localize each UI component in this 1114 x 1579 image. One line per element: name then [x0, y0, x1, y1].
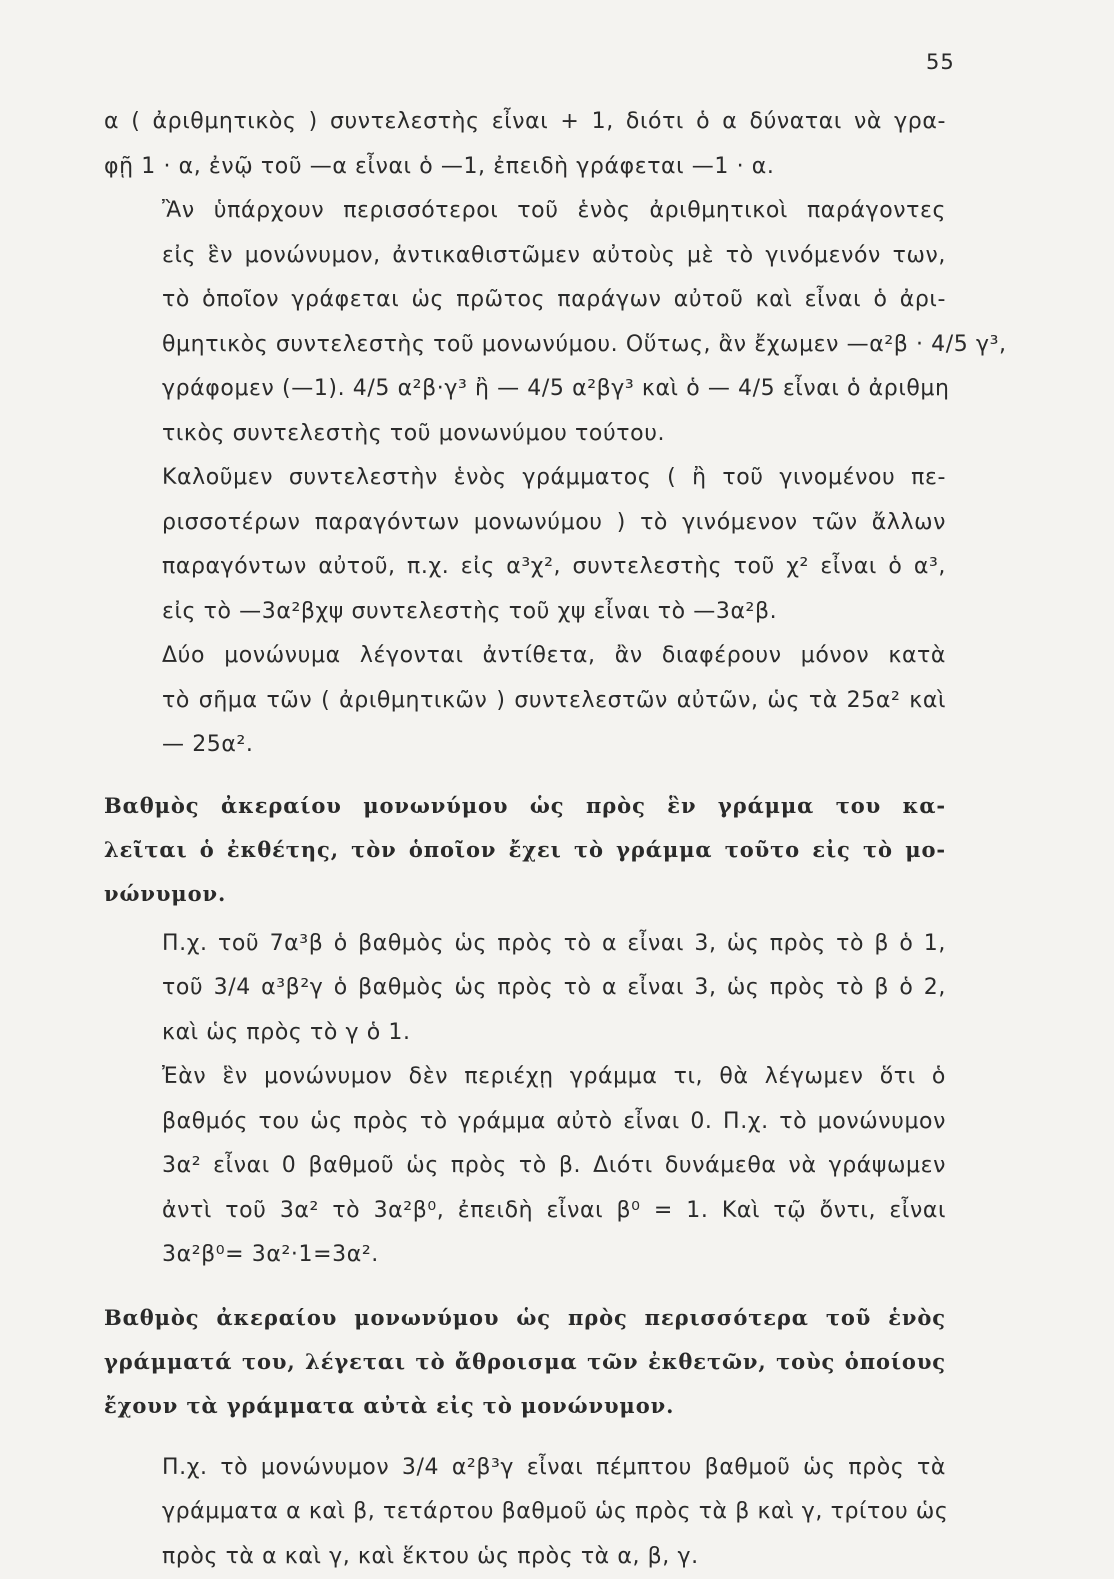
text-line: Ἐὰν ἓν μονώνυμον δὲν περιέχῃ γράμμα τι, θὰ λέγωμεν ὅτι ὁ [104, 1055, 946, 1100]
text-line: καὶ ὡς πρὸς τὸ γ ὁ 1. [104, 1011, 946, 1056]
text-line: εἰς τὸ —3α²βχψ συντελεστὴς τοῦ χψ εἶναι τὸ —3α²β. [104, 590, 946, 635]
text-line: παραγόντων αὐτοῦ, π.χ. εἰς α³χ², συντελεστὴς τοῦ χ² εἶναι ὁ α³, [104, 545, 946, 590]
text-line: Π.χ. τὸ μονώνυμον 3/4 α²β³γ εἶναι πέμπτου βαθμοῦ ὡς πρὸς τὰ [104, 1446, 946, 1491]
paragraph [104, 456, 946, 634]
page-number: 55 [926, 50, 955, 74]
text-line: τικὸς συντελεστὴς τοῦ μονωνύμου τούτου. [104, 412, 946, 457]
paragraph [104, 634, 946, 768]
text-line: Βαθμὸς ἀκεραίου μονωνύμου ὡς πρὸς περισσότερα τοῦ ἑνὸς [104, 1296, 946, 1340]
text-line: λεῖται ὁ ἐκθέτης, τὸν ὁποῖον ἔχει τὸ γράμμα τοῦτο εἰς τὸ μο- [104, 828, 946, 872]
text-line: ρισσοτέρων παραγόντων μονωνύμου ) τὸ γινόμενον τῶν ἄλλων [104, 501, 946, 546]
page-body [104, 100, 946, 1579]
text-line: Ἂν ὑπάρχουν περισσότεροι τοῦ ἑνὸς ἀριθμητικοὶ παράγοντες [104, 189, 946, 234]
text-line: πρὸς τὰ α καὶ γ, καὶ ἕκτου ὡς πρὸς τὰ α, β, γ. [104, 1535, 946, 1579]
text-line: α ( ἀριθμητικὸς ) συντελεστὴς εἶναι + 1, διότι ὁ α δύναται νὰ γρα- [104, 100, 946, 145]
text-line: γράφομεν (—1). 4/5 α²β·γ³ ἢ — 4/5 α²βγ³ καὶ ὁ — 4/5 εἶναι ὁ ἀριθμη [104, 367, 946, 412]
text-line: φῇ 1 · α, ἐνῷ τοῦ —α εἶναι ὁ —1, ἐπειδὴ γράφεται —1 · α. [104, 145, 946, 190]
text-line: βαθμός του ὡς πρὸς τὸ γράμμα αὐτὸ εἶναι 0. Π.χ. τὸ μονώνυμον [104, 1100, 946, 1145]
text-line: — 25α². [104, 723, 946, 768]
paragraph [104, 189, 946, 456]
paragraph [104, 1055, 946, 1278]
text-line: Π.χ. τοῦ 7α³β ὁ βαθμὸς ὡς πρὸς τὸ α εἶναι 3, ὡς πρὸς τὸ β ὁ 1, [104, 922, 946, 967]
text-line: εἰς ἓν μονώνυμον, ἀντικαθιστῶμεν αὐτοὺς μὲ τὸ γινόμενόν των, [104, 234, 946, 279]
text-line: θμητικὸς συντελεστὴς τοῦ μονωνύμου. Οὕτως, ἂν ἔχωμεν —α²β · 4/5 γ³, [104, 323, 946, 368]
text-line: γράμματα α καὶ β, τετάρτου βαθμοῦ ὡς πρὸς τὰ β καὶ γ, τρίτου ὡς [104, 1490, 946, 1535]
definition-bold [104, 1296, 946, 1428]
definition-bold [104, 784, 946, 916]
text-line: Δύο μονώνυμα λέγονται ἀντίθετα, ἂν διαφέρουν μόνον κατὰ [104, 634, 946, 679]
text-line: ἀντὶ τοῦ 3α² τὸ 3α²β⁰, ἐπειδὴ εἶναι β⁰ = 1. Καὶ τῷ ὄντι, εἶναι [104, 1189, 946, 1234]
text-line: ἔχουν τὰ γράμματα αὐτὰ εἰς τὸ μονώνυμον. [104, 1384, 946, 1428]
text-line: τοῦ 3/4 α³β²γ ὁ βαθμὸς ὡς πρὸς τὸ α εἶναι 3, ὡς πρὸς τὸ β ὁ 2, [104, 966, 946, 1011]
paragraph [104, 100, 946, 189]
text-line: Βαθμὸς ἀκεραίου μονωνύμου ὡς πρὸς ἓν γράμμα του κα- [104, 784, 946, 828]
text-line: Καλοῦμεν συντελεστὴν ἑνὸς γράμματος ( ἢ τοῦ γινομένου πε- [104, 456, 946, 501]
text-line: 3α²β⁰= 3α²·1=3α². [104, 1233, 946, 1278]
text-line: νώνυμον. [104, 872, 946, 916]
paragraph [104, 1446, 946, 1579]
paragraph [104, 922, 946, 1056]
text-line: τὸ σῆμα τῶν ( ἀριθμητικῶν ) συντελεστῶν αὐτῶν, ὡς τὰ 25α² καὶ [104, 679, 946, 724]
text-line: τὸ ὁποῖον γράφεται ὡς πρῶτος παράγων αὐτοῦ καὶ εἶναι ὁ ἀρι- [104, 278, 946, 323]
text-line: γράμματά του, λέγεται τὸ ἄθροισμα τῶν ἐκθετῶν, τοὺς ὁποίους [104, 1340, 946, 1384]
text-line: 3α² εἶναι 0 βαθμοῦ ὡς πρὸς τὸ β. Διότι δυνάμεθα νὰ γράψωμεν [104, 1144, 946, 1189]
